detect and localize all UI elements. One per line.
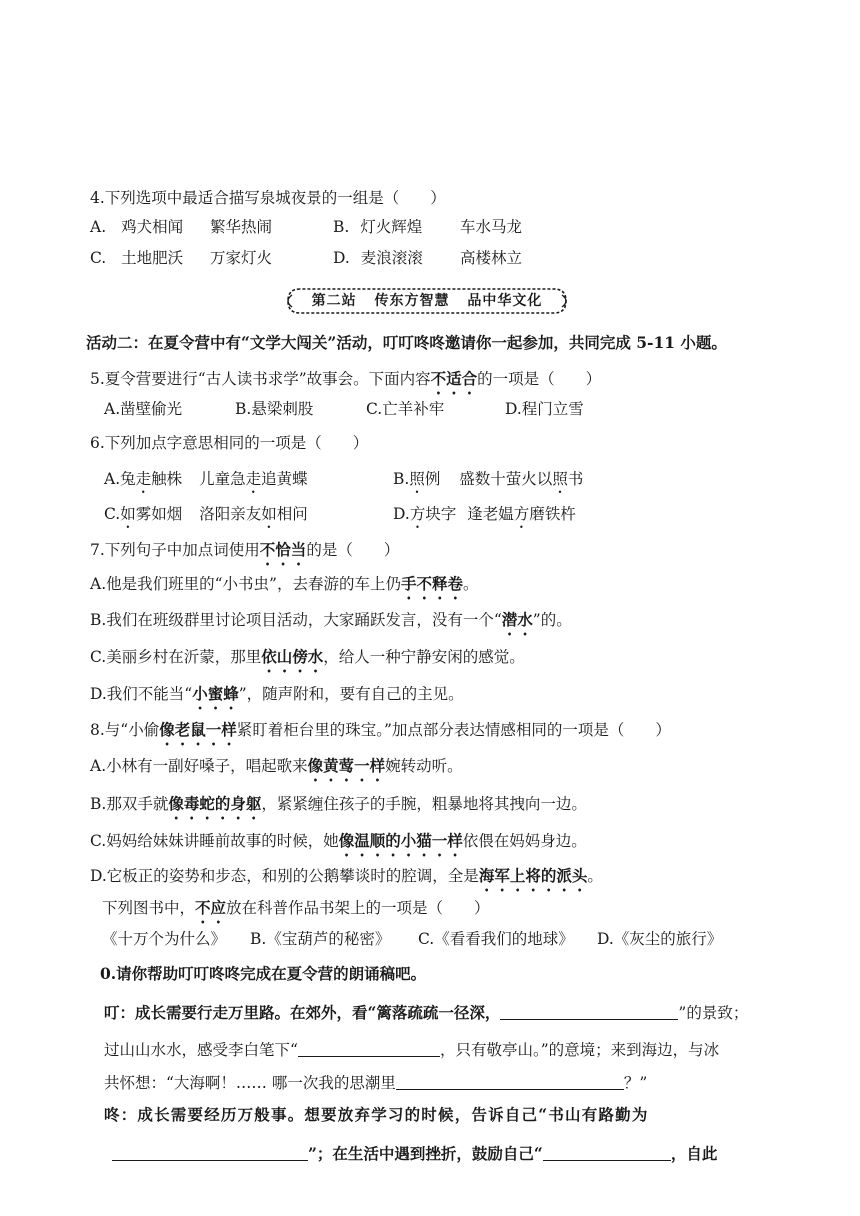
q5-option-b: B.悬梁刺股: [235, 400, 314, 418]
section-title: 第二站 传东方智慧 品中华文化: [311, 293, 543, 309]
q9-option-d: D.《灰尘的旅行》: [597, 930, 723, 948]
q7-stem: 7.下列句子中加点词使用不恰当的是（ ）: [90, 540, 400, 559]
section-banner: [282, 286, 572, 316]
q4-option-c-word2: 万家灯火: [210, 249, 273, 267]
q4-stem: 4.下列选项中最适合描写泉城夜景的一组是（ ）: [90, 189, 446, 207]
q7-option-c: C.美丽乡村在沂蒙，那里依山傍水，给人一种宁静安闲的感觉。: [90, 647, 525, 666]
q10-ding-line3: 共怀想：“大海啊！…… 哪一次我的思潮里 ？”: [104, 1074, 648, 1092]
q8-option-a: A.小林有一副好嗓子，唱起歌来像黄莺一样婉转动听。: [90, 756, 463, 775]
q5-option-a: A.凿壁偷光: [104, 400, 183, 418]
q6-stem: 6.下列加点字意思相同的一项是（ ）: [90, 434, 369, 452]
q4-option-d: D. 麦浪滚滚: [333, 249, 423, 267]
q6-option-d: D.方块字 逢老媪方磨铁杵: [393, 505, 576, 523]
q4-option-d-word2: 高楼林立: [460, 249, 523, 267]
q8-stem: 8.与“小偷像老鼠一样紧盯着柜台里的珠宝。”加点部分表达情感相同的一项是（ ）: [90, 720, 671, 739]
q5-option-d: D.程门立雪: [505, 400, 584, 418]
q5-stem: 5.夏令营要进行“古人读书求学”故事会。下面内容不适合的一项是（ ）: [90, 369, 602, 388]
q4-option-b-word2: 车水马龙: [460, 218, 523, 236]
answer-blank-2[interactable]: [298, 1040, 440, 1057]
q5-option-c: C.亡羊补牢: [366, 400, 445, 418]
q6-option-c: C.如雾如烟 洛阳亲友如相问: [104, 505, 308, 523]
q8-option-c: C.妈妈给妹妹讲睡前故事的时候，她像温顺的小猫一样依偎在妈妈身边。: [90, 831, 587, 850]
activity2-intro: 活动二：在夏令营中有“文学大闯关”活动，叮叮咚咚邀请你一起参加，共同完成 5-11 小题。: [86, 333, 727, 352]
q6-option-a: A.兔走触株 儿童急走追黄蝶: [104, 470, 308, 488]
q4-option-b: B. 灯火辉煌: [333, 218, 423, 236]
q9-option-c: C.《看看我们的地球》: [418, 930, 574, 948]
q4-option-a-word2: 繁华热闹: [210, 218, 273, 236]
answer-blank-5[interactable]: [543, 1144, 671, 1161]
answer-blank-3[interactable]: [396, 1073, 624, 1090]
q7-option-d: D.我们不能当“小蜜蜂”，随声附和，要有自己的主见。: [90, 684, 464, 703]
q9-stem: 下列图书中，不应放在科普作品书架上的一项是（ ）: [102, 898, 490, 917]
q10-ding-line2: 过山山水水，感受李白笔下“ ，只有敬亭山。”的意境；来到海边，与冰: [104, 1041, 720, 1059]
q6-option-b: B.照例 盛数十萤火以照书: [393, 470, 584, 488]
answer-blank-4[interactable]: [112, 1144, 308, 1161]
q8-option-d: D.它板正的姿势和步态，和别的公鹅攀谈时的腔调，全是海军上将的派头。: [90, 866, 603, 885]
q10-dong-line1: 咚：成长需要经历万般事。想要放弃学习的时候，告诉自己“书山有路勤为: [104, 1105, 649, 1124]
q4-option-c: C. 土地肥沃: [90, 249, 184, 267]
answer-blank-1[interactable]: [500, 1003, 678, 1020]
q7-option-a: A.他是我们班里的“小书虫”，去春游的车上仍手不释卷。: [90, 574, 479, 593]
q8-option-b: B.那双手就像毒蛇的身躯，紧紧缠住孩子的手腕，粗暴地将其拽向一边。: [90, 794, 587, 813]
q10-dong-line2: ”；在生活中遇到挫折，鼓励自己“ ，自此: [112, 1144, 717, 1162]
q9-option-a: 《十万个为什么》: [102, 930, 227, 948]
q10-stem: 0.请你帮助叮叮咚咚完成在夏令营的朗诵稿吧。: [100, 964, 427, 983]
q4-option-a: A. 鸡犬相闻: [90, 218, 184, 236]
q7-option-b: B.我们在班级群里讨论项目活动，大家踊跃发言，没有一个“潜水”的。: [90, 610, 572, 629]
q10-ding-line1: 叮：成长需要行走万里路。在郊外，看“篱落疏疏一径深， ”的景致；: [104, 1003, 749, 1022]
q9-option-b: B.《宝葫芦的秘密》: [250, 930, 391, 948]
